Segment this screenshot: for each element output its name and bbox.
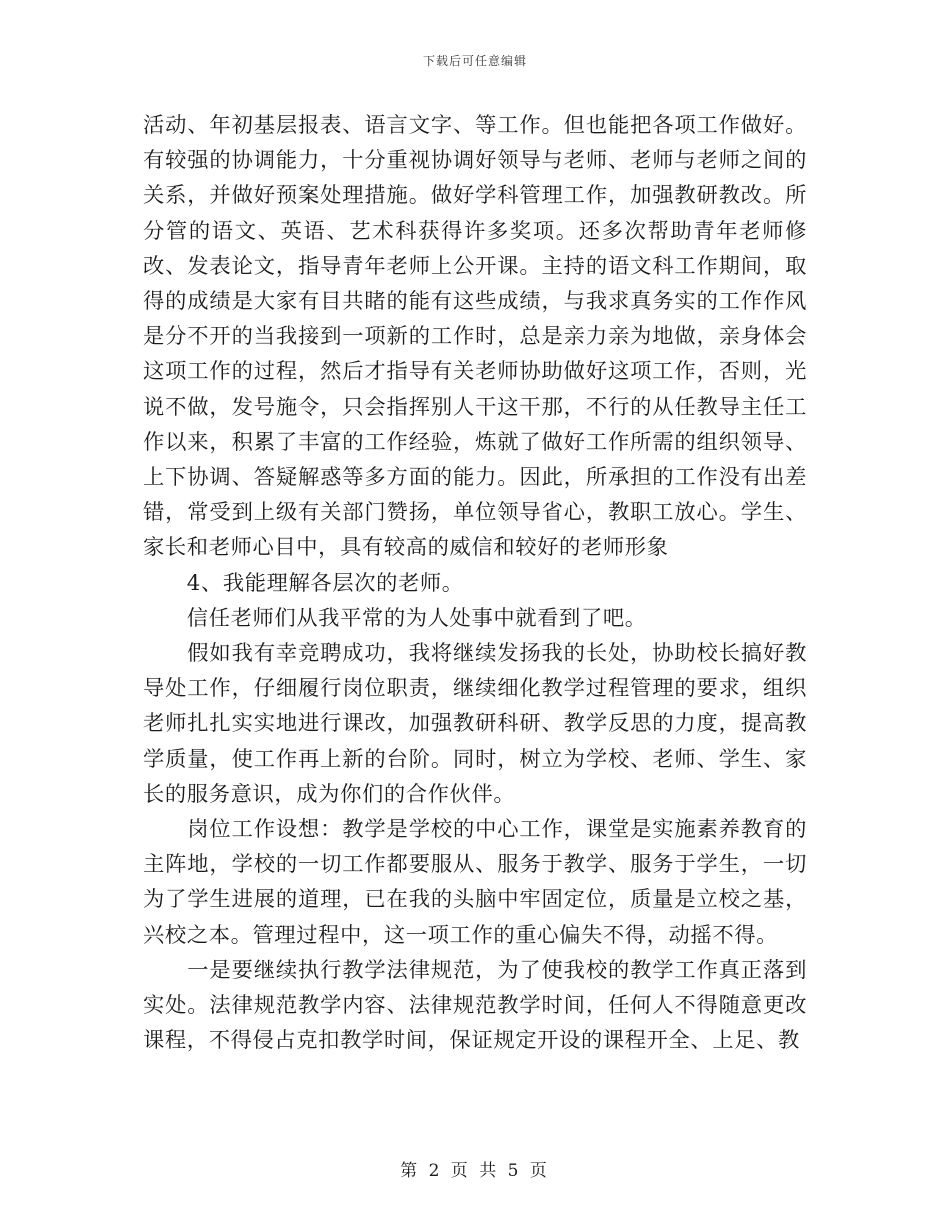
paragraph-2: 4、我能理解各层次的老师。 — [143, 570, 464, 596]
page-footer: 第 2 页 共 5 页 — [400, 1161, 550, 1181]
paragraph-1: 活动、年初基层报表、语言文字、等工作。但也能把各项工作做好。有较强的协调能力，十分重视协调好领导与老师、老师与老师之间的关系，并做好预案处理措施。做好学科管理工作，加强教研教改。所分管的语文、英语、艺术科获得许多奖项。还多次帮助青年老师修改、发表论文，指导青年老师上公开课。主持的语文科工作期间，取得的成绩是大家有目共睹的能有这些成绩，与我求真务实的工作作风是分不开的当我接到一项新的工作时，总是亲力亲为地做，亲身体会这项工作的过程，然后才指导有关老师协助做好这项工作，否则，光说不做，发号施令，只会指挥别人干这干那，不行的从任教导主任工作以来，积累了丰富的工作经验，炼就了做好工作所需的组织领导、上下协调、答疑解惑等多方面的能力。因此，所承担的工作没有出差错，常受到上级有关部门赞扬，单位领导省心，教职工放心。学生、家长和老师心目中，具有较高的威信和较好的老师形象 — [143, 113, 807, 561]
paragraph-3: 信任老师们从我平常的为人处事中就看到了吧。 — [143, 605, 647, 631]
page-header: 下载后可任意编辑 — [422, 54, 527, 68]
document-body — [143, 108, 807, 1058]
paragraph-6: 一是要继续执行教学法律规范，为了使我校的教学工作真正落到实处。法律规范教学内容、法律规范教学时间，任何人不得随意更改课程，不得侵占克扣教学时间，保证规定开设的课程开全、上足、教 — [143, 957, 807, 1054]
paragraph-4: 假如我有幸竞聘成功，我将继续发扬我的长处，协助校长搞好教导处工作，仔细履行岗位职责，继续细化教学过程管理的要求，组织老师扎扎实实地进行课改，加强教研科研、教学反思的力度，提高教学质量，使工作再上新的台阶。同时，树立为学校、老师、学生、家长的服务意识，成为你们的合作伙伴。 — [143, 641, 807, 807]
paragraph-5: 岗位工作设想：教学是学校的中心工作，课堂是实施素养教育的主阵地，学校的一切工作都要服从、服务于教学、服务于学生，一切为了学生进展的道理，已在我的头脑中牢固定位，质量是立校之基，兴校之本。管理过程中，这一项工作的重心偏失不得，动摇不得。 — [143, 817, 807, 948]
